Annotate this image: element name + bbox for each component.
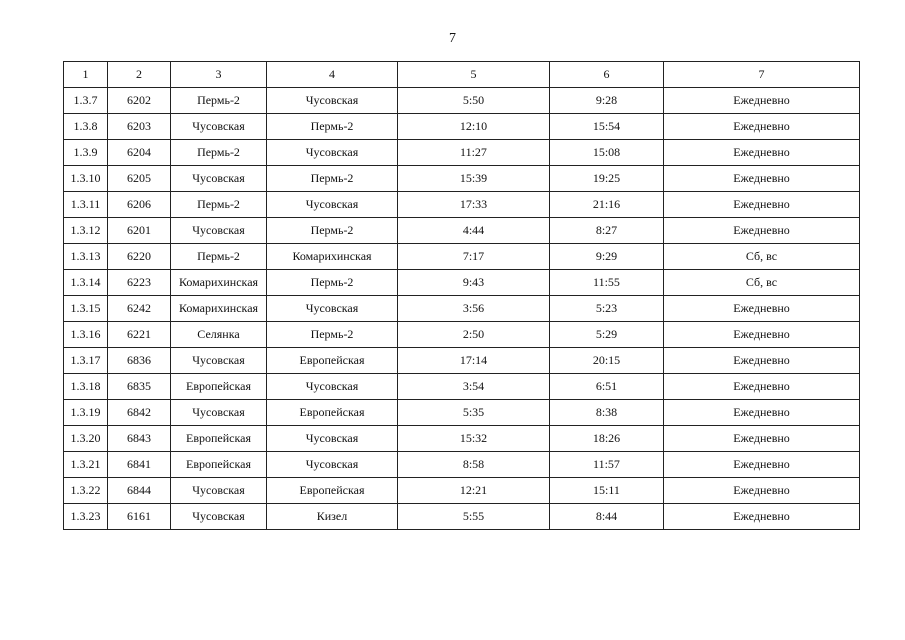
cell-row-number: 1.3.18 <box>64 374 108 400</box>
table-row <box>64 192 860 218</box>
cell-arrival-time: 9:28 <box>550 88 664 114</box>
table-row <box>64 374 860 400</box>
column-header-arrival-station: 4 <box>267 62 398 88</box>
cell-arrival-station: Пермь-2 <box>267 322 398 348</box>
cell-arrival-station: Чусовская <box>267 140 398 166</box>
cell-arrival-time: 21:16 <box>550 192 664 218</box>
cell-arrival-time: 11:57 <box>550 452 664 478</box>
cell-arrival-station: Европейская <box>267 478 398 504</box>
cell-arrival-station: Комарихинская <box>267 244 398 270</box>
cell-arrival-time: 15:08 <box>550 140 664 166</box>
cell-schedule-days: Ежедневно <box>664 348 860 374</box>
cell-departure-station: Пермь-2 <box>171 244 267 270</box>
cell-departure-station: Чусовская <box>171 114 267 140</box>
cell-departure-station: Пермь-2 <box>171 88 267 114</box>
cell-row-number: 1.3.17 <box>64 348 108 374</box>
column-header-schedule-days: 7 <box>664 62 860 88</box>
cell-schedule-days: Ежедневно <box>664 400 860 426</box>
cell-arrival-time: 8:38 <box>550 400 664 426</box>
cell-schedule-days: Ежедневно <box>664 296 860 322</box>
column-header-row-number: 1 <box>64 62 108 88</box>
cell-schedule-days: Ежедневно <box>664 504 860 530</box>
table-row <box>64 296 860 322</box>
cell-schedule-days: Ежедневно <box>664 478 860 504</box>
cell-arrival-station: Пермь-2 <box>267 270 398 296</box>
cell-departure-time: 5:55 <box>398 504 550 530</box>
cell-arrival-station: Чусовская <box>267 88 398 114</box>
cell-departure-station: Европейская <box>171 452 267 478</box>
cell-row-number: 1.3.21 <box>64 452 108 478</box>
cell-departure-time: 3:56 <box>398 296 550 322</box>
cell-train-number: 6202 <box>108 88 171 114</box>
cell-row-number: 1.3.20 <box>64 426 108 452</box>
cell-departure-station: Комарихинская <box>171 270 267 296</box>
cell-schedule-days: Ежедневно <box>664 88 860 114</box>
table-row <box>64 452 860 478</box>
cell-schedule-days: Ежедневно <box>664 426 860 452</box>
cell-departure-station: Чусовская <box>171 400 267 426</box>
cell-departure-station: Комарихинская <box>171 296 267 322</box>
cell-departure-time: 3:54 <box>398 374 550 400</box>
cell-train-number: 6220 <box>108 244 171 270</box>
cell-departure-time: 7:17 <box>398 244 550 270</box>
cell-arrival-time: 11:55 <box>550 270 664 296</box>
train-schedule-table <box>63 61 860 530</box>
cell-arrival-station: Чусовская <box>267 426 398 452</box>
cell-row-number: 1.3.11 <box>64 192 108 218</box>
cell-departure-time: 5:50 <box>398 88 550 114</box>
page-number: 7 <box>449 31 456 46</box>
table-row <box>64 218 860 244</box>
cell-departure-station: Чусовская <box>171 348 267 374</box>
table-row <box>64 322 860 348</box>
cell-row-number: 1.3.9 <box>64 140 108 166</box>
cell-arrival-station: Пермь-2 <box>267 166 398 192</box>
cell-schedule-days: Ежедневно <box>664 374 860 400</box>
cell-train-number: 6835 <box>108 374 171 400</box>
cell-arrival-time: 6:51 <box>550 374 664 400</box>
cell-departure-station: Чусовская <box>171 166 267 192</box>
cell-arrival-time: 20:15 <box>550 348 664 374</box>
cell-departure-time: 12:10 <box>398 114 550 140</box>
cell-arrival-station: Чусовская <box>267 452 398 478</box>
cell-row-number: 1.3.22 <box>64 478 108 504</box>
cell-train-number: 6844 <box>108 478 171 504</box>
cell-arrival-time: 8:44 <box>550 504 664 530</box>
cell-train-number: 6242 <box>108 296 171 322</box>
cell-row-number: 1.3.23 <box>64 504 108 530</box>
cell-arrival-time: 15:54 <box>550 114 664 140</box>
cell-arrival-station: Чусовская <box>267 192 398 218</box>
table-row <box>64 140 860 166</box>
cell-arrival-time: 18:26 <box>550 426 664 452</box>
cell-departure-station: Селянка <box>171 322 267 348</box>
cell-schedule-days: Ежедневно <box>664 218 860 244</box>
cell-schedule-days: Ежедневно <box>664 322 860 348</box>
cell-departure-station: Европейская <box>171 426 267 452</box>
column-header-train-number: 2 <box>108 62 171 88</box>
column-header-arrival-time: 6 <box>550 62 664 88</box>
table-row <box>64 400 860 426</box>
cell-row-number: 1.3.10 <box>64 166 108 192</box>
cell-train-number: 6223 <box>108 270 171 296</box>
cell-departure-station: Чусовская <box>171 504 267 530</box>
cell-departure-station: Европейская <box>171 374 267 400</box>
cell-train-number: 6841 <box>108 452 171 478</box>
cell-train-number: 6201 <box>108 218 171 244</box>
cell-departure-time: 4:44 <box>398 218 550 244</box>
cell-departure-station: Чусовская <box>171 218 267 244</box>
cell-arrival-station: Кизел <box>267 504 398 530</box>
cell-departure-station: Пермь-2 <box>171 140 267 166</box>
cell-train-number: 6206 <box>108 192 171 218</box>
table-row <box>64 166 860 192</box>
cell-arrival-station: Чусовская <box>267 374 398 400</box>
column-header-departure-station: 3 <box>171 62 267 88</box>
cell-train-number: 6203 <box>108 114 171 140</box>
cell-schedule-days: Ежедневно <box>664 452 860 478</box>
cell-arrival-station: Европейская <box>267 400 398 426</box>
cell-departure-time: 11:27 <box>398 140 550 166</box>
cell-train-number: 6205 <box>108 166 171 192</box>
cell-row-number: 1.3.13 <box>64 244 108 270</box>
header-row <box>64 62 860 88</box>
cell-row-number: 1.3.15 <box>64 296 108 322</box>
cell-arrival-time: 5:23 <box>550 296 664 322</box>
cell-schedule-days: Ежедневно <box>664 166 860 192</box>
cell-departure-time: 8:58 <box>398 452 550 478</box>
table-row <box>64 244 860 270</box>
cell-departure-station: Чусовская <box>171 478 267 504</box>
table-body <box>64 88 860 530</box>
cell-arrival-station: Чусовская <box>267 296 398 322</box>
cell-departure-time: 5:35 <box>398 400 550 426</box>
table-row <box>64 88 860 114</box>
cell-row-number: 1.3.7 <box>64 88 108 114</box>
cell-arrival-station: Пермь-2 <box>267 218 398 244</box>
cell-schedule-days: Сб, вс <box>664 270 860 296</box>
cell-row-number: 1.3.8 <box>64 114 108 140</box>
table-row <box>64 348 860 374</box>
table-row <box>64 114 860 140</box>
cell-train-number: 6843 <box>108 426 171 452</box>
cell-row-number: 1.3.12 <box>64 218 108 244</box>
cell-departure-time: 15:39 <box>398 166 550 192</box>
cell-arrival-station: Пермь-2 <box>267 114 398 140</box>
cell-departure-time: 17:14 <box>398 348 550 374</box>
cell-departure-time: 12:21 <box>398 478 550 504</box>
cell-train-number: 6204 <box>108 140 171 166</box>
table-row <box>64 270 860 296</box>
cell-departure-time: 9:43 <box>398 270 550 296</box>
cell-arrival-time: 19:25 <box>550 166 664 192</box>
cell-arrival-time: 15:11 <box>550 478 664 504</box>
table-row <box>64 478 860 504</box>
cell-train-number: 6221 <box>108 322 171 348</box>
cell-schedule-days: Сб, вс <box>664 244 860 270</box>
cell-train-number: 6842 <box>108 400 171 426</box>
cell-train-number: 6161 <box>108 504 171 530</box>
cell-row-number: 1.3.14 <box>64 270 108 296</box>
column-header-departure-time: 5 <box>398 62 550 88</box>
cell-row-number: 1.3.16 <box>64 322 108 348</box>
cell-arrival-time: 5:29 <box>550 322 664 348</box>
cell-departure-time: 2:50 <box>398 322 550 348</box>
cell-schedule-days: Ежедневно <box>664 140 860 166</box>
cell-row-number: 1.3.19 <box>64 400 108 426</box>
cell-arrival-time: 8:27 <box>550 218 664 244</box>
cell-departure-time: 15:32 <box>398 426 550 452</box>
cell-train-number: 6836 <box>108 348 171 374</box>
table-row <box>64 426 860 452</box>
cell-schedule-days: Ежедневно <box>664 192 860 218</box>
cell-arrival-station: Европейская <box>267 348 398 374</box>
cell-departure-station: Пермь-2 <box>171 192 267 218</box>
cell-schedule-days: Ежедневно <box>664 114 860 140</box>
table-row <box>64 504 860 530</box>
cell-departure-time: 17:33 <box>398 192 550 218</box>
cell-arrival-time: 9:29 <box>550 244 664 270</box>
